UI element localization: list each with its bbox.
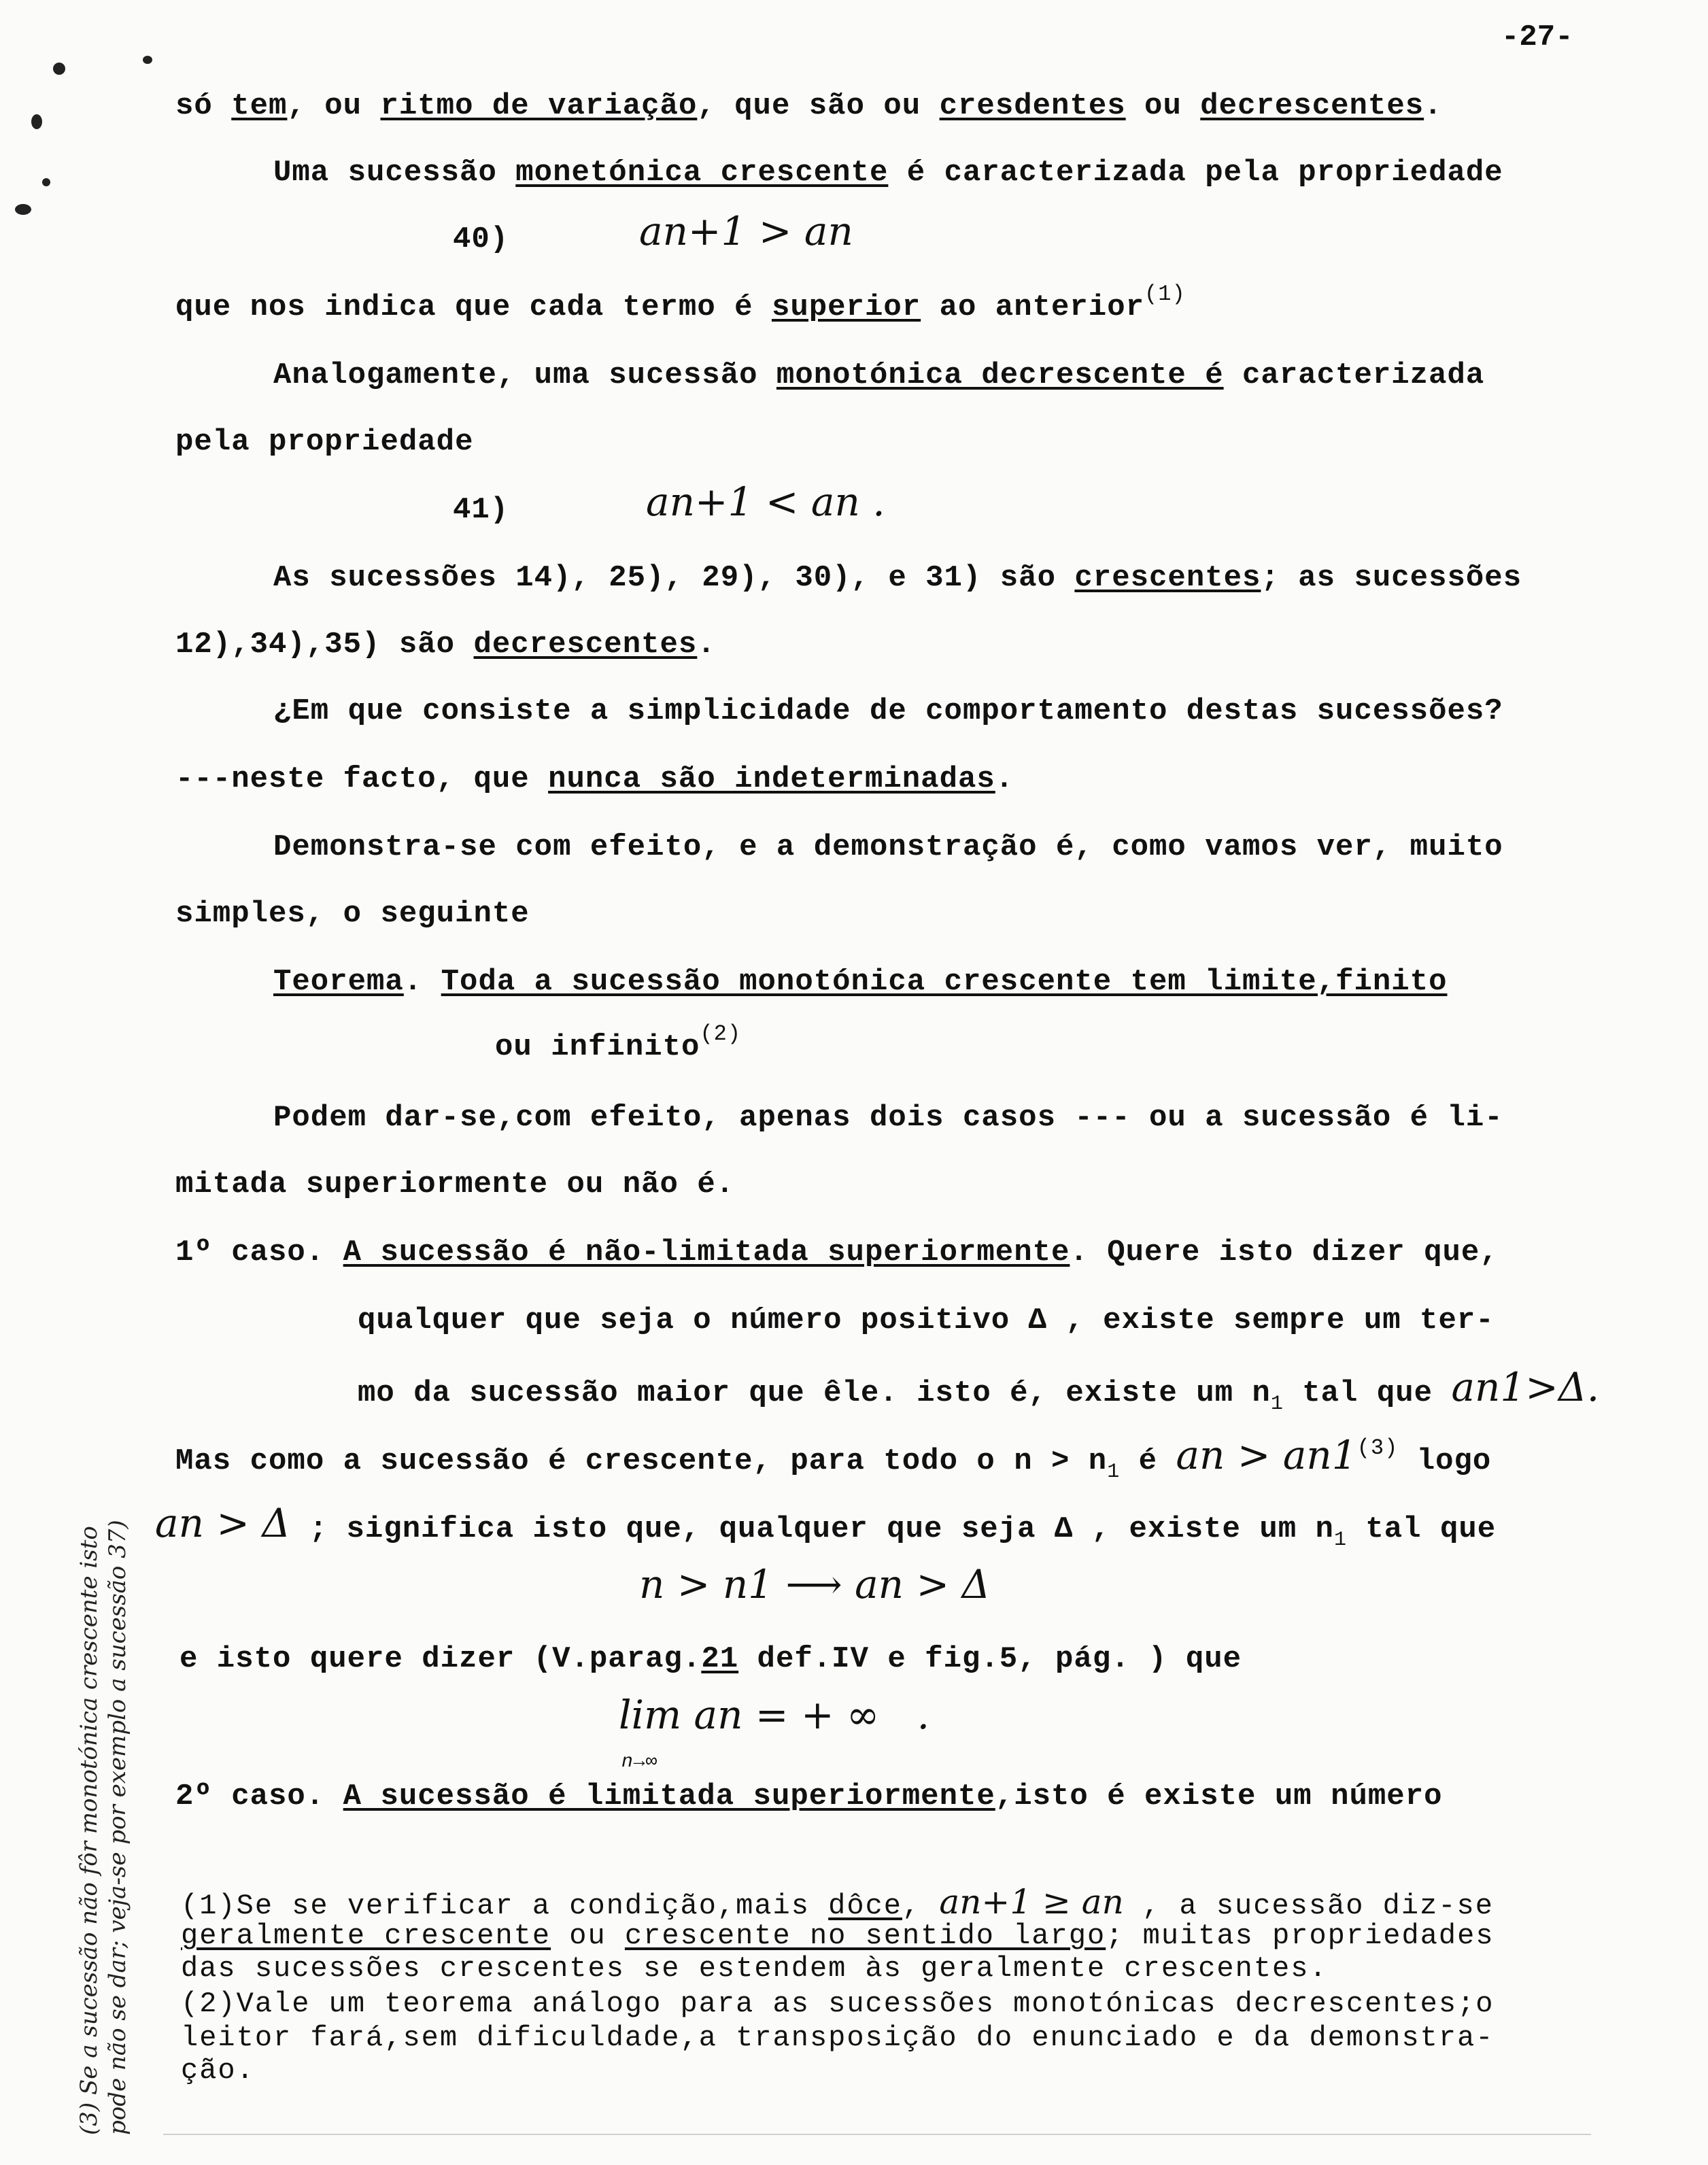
text-line: 1º caso. A sucessão é não-limitada superiormente. Quere isto dizer que,	[175, 1235, 1499, 1269]
text-line: ¿Em que consiste a simplicidade de comportamento destas sucessões?	[273, 694, 1503, 728]
text-line: Uma sucessão monetónica crescente é caracterizada pela propriedade	[273, 156, 1503, 190]
page-bottom-edge	[163, 2134, 1591, 2135]
scan-speck	[31, 114, 42, 129]
text-line: mitada superiormente ou não é.	[175, 1167, 735, 1201]
text-line: an > Δ ; significa isto que, qualquer que seja Δ , existe um $n_1$ tal que	[155, 1500, 1497, 1552]
margin-handwritten-note: (3) Se a sucessão não fôr monotónica crescente isto pode não se dar; veja-se por exemplo a sucessão 37)	[75, 1520, 131, 2135]
footnote-1: (1)Se se verificar a condição,mais dôce, an+1 ≥ an , a sucessão diz-se	[181, 1882, 1494, 1922]
equation-label: 41)	[453, 493, 509, 527]
text-line: pela propriedade	[175, 425, 474, 459]
theorem-heading: Teorema. Toda a sucessão monotónica crescente tem limite,finito	[273, 965, 1448, 999]
text-line: ou infinito$^{(2)}$	[495, 1021, 742, 1064]
equation-40: an+1 > an	[639, 208, 853, 254]
page-number: -27-	[1501, 20, 1573, 54]
text-line: e isto quere dizer (V.parag.21 def.IV e fig.5, pág. ) que	[180, 1642, 1242, 1676]
text-line: 12),34),35) são decrescentes.	[175, 628, 716, 662]
footnote-2: leitor fará,sem dificuldade,a transposição do enunciado e da demonstra-	[181, 2022, 1494, 2054]
text-line: que nos indica que cada termo é superior ao anterior$^{(1)}$	[175, 282, 1186, 324]
text-line: ---neste facto, que nunca são indeterminadas.	[175, 762, 1014, 796]
limit-subscript: n→∞	[621, 1752, 658, 1773]
text-line: só tem, ou ritmo de variação, que são ou cresdentes ou decrescentes.	[175, 89, 1443, 123]
equation-41: an+1 < an .	[646, 479, 885, 525]
text-line: Analogamente, uma sucessão monotónica decrescente é caracterizada	[273, 358, 1485, 392]
equation-limit: lim an = + ∞ .	[619, 1692, 930, 1738]
scan-speck	[53, 63, 65, 75]
text-line: 2º caso. A sucessão é limitada superiormente,isto é existe um número	[175, 1779, 1443, 1813]
scan-speck	[15, 204, 31, 215]
footnote-1: geralmente crescente ou crescente no sentido largo; muitas propriedades	[181, 1920, 1494, 1952]
footnote-2: ção.	[181, 2054, 255, 2087]
text-line: As sucessões 14), 25), 29), 30), e 31) são crescentes; as sucessões	[273, 561, 1522, 595]
footnote-2: (2)Vale um teorema análogo para as sucessões monotónicas decrescentes;o	[181, 1988, 1494, 2020]
equation-implication: n > n1 ⟶ an > Δ	[639, 1561, 991, 1607]
text-line: simples, o seguinte	[175, 897, 530, 931]
text-line: qualquer que seja o número positivo Δ , existe sempre um ter-	[358, 1303, 1494, 1337]
footnote-1: das sucessões crescentes se estendem às geralmente crescentes.	[181, 1952, 1328, 1985]
text-line: Mas como a sucessão é crescente, para todo o $n > n_1$ é an > $an1^{(3)}$ logo	[175, 1432, 1492, 1484]
scan-speck	[42, 178, 50, 186]
equation-label: 40)	[453, 222, 509, 256]
text-line: mo da sucessão maior que êle. isto é, existe um $n_1$ tal que an1>Δ.	[358, 1364, 1600, 1416]
text-line: Demonstra-se com efeito, e a demonstração é, como vamos ver, muito	[273, 830, 1503, 864]
scan-speck	[143, 56, 152, 64]
text-line: Podem dar-se,com efeito, apenas dois casos --- ou a sucessão é li-	[273, 1101, 1503, 1135]
